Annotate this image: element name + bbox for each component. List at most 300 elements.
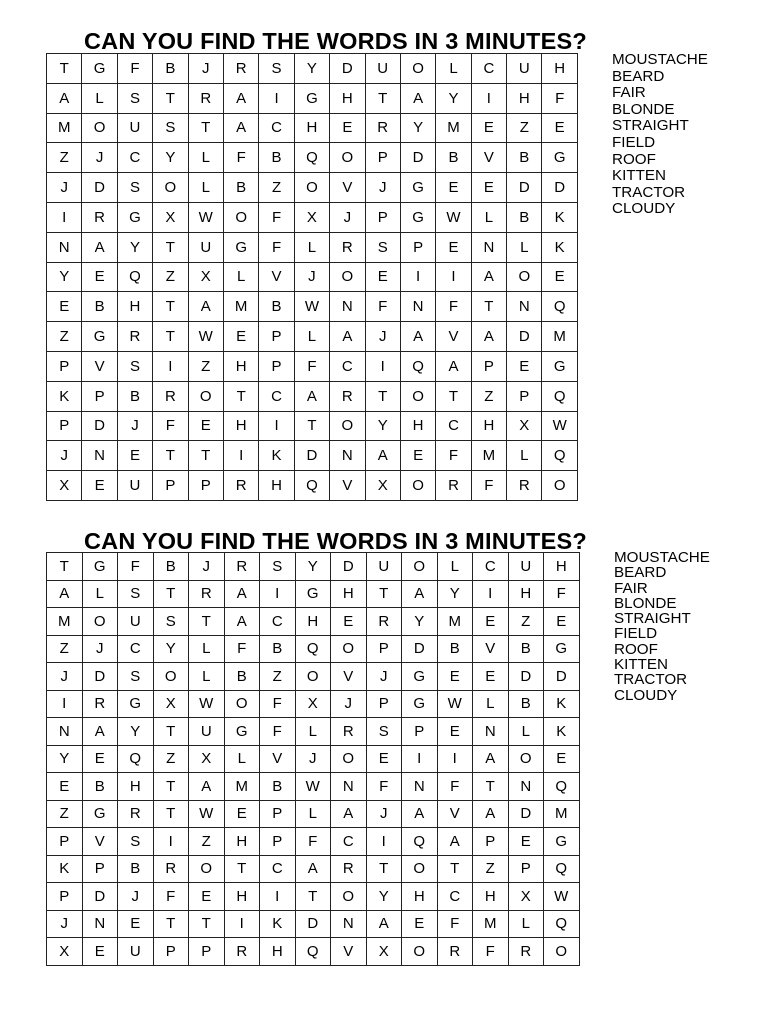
grid-cell: R xyxy=(437,938,473,966)
grid-cell: A xyxy=(189,773,225,801)
grid-cell: W xyxy=(188,202,223,232)
grid-cell: O xyxy=(82,113,117,143)
grid-cell: F xyxy=(473,938,509,966)
grid-cell: G xyxy=(82,54,117,84)
grid-cell: C xyxy=(330,351,365,381)
grid-cell: P xyxy=(366,690,402,718)
grid-cell: Y xyxy=(153,143,188,173)
grid-cell: I xyxy=(223,441,258,471)
grid-cell: L xyxy=(508,910,544,938)
grid-cell: B xyxy=(153,54,188,84)
grid-cell: S xyxy=(118,663,154,691)
grid-cell: Q xyxy=(294,143,329,173)
grid-cell: I xyxy=(259,411,294,441)
grid-cell: J xyxy=(189,553,225,581)
grid-cell: A xyxy=(331,800,367,828)
grid-cell: Z xyxy=(189,828,225,856)
grid-cell: O xyxy=(223,202,258,232)
grid-cell: T xyxy=(153,441,188,471)
grid-cell: J xyxy=(47,663,83,691)
grid-cell: O xyxy=(330,143,365,173)
grid-row xyxy=(47,143,578,173)
grid-cell: E xyxy=(400,441,435,471)
word-list-item: ROOF xyxy=(614,640,658,658)
grid-cell: J xyxy=(82,143,117,173)
grid-cell: L xyxy=(294,232,329,262)
grid-cell: W xyxy=(436,202,471,232)
word-list-item: TRACTOR xyxy=(612,183,686,201)
grid-cell: K xyxy=(542,202,577,232)
grid-cell: A xyxy=(223,113,258,143)
grid-cell: A xyxy=(82,718,118,746)
grid-cell: Q xyxy=(542,292,577,322)
grid-cell: P xyxy=(260,828,296,856)
grid-cell: Z xyxy=(507,113,542,143)
grid-cell: P xyxy=(400,232,435,262)
grid-cell: C xyxy=(436,411,471,441)
grid-cell: S xyxy=(259,54,294,84)
grid-cell: C xyxy=(259,381,294,411)
grid-cell: W xyxy=(295,773,331,801)
grid-cell: Q xyxy=(294,471,329,501)
grid-cell: J xyxy=(331,690,367,718)
grid-cell: L xyxy=(295,718,331,746)
grid-cell: L xyxy=(294,322,329,352)
grid-cell: I xyxy=(47,202,82,232)
grid-cell: D xyxy=(508,663,544,691)
grid-cell: O xyxy=(402,553,438,581)
grid-cell: R xyxy=(82,690,118,718)
grid-row xyxy=(47,745,580,773)
grid-cell: Z xyxy=(153,262,188,292)
grid-cell: P xyxy=(188,471,223,501)
grid-cell: O xyxy=(331,745,367,773)
grid-cell: Y xyxy=(153,635,189,663)
grid-cell: J xyxy=(366,800,402,828)
word-list-item: BEARD xyxy=(614,564,667,582)
grid-cell: R xyxy=(223,471,258,501)
word-list-item: TRACTOR xyxy=(614,671,688,689)
grid-cell: Y xyxy=(294,54,329,84)
grid-row xyxy=(47,800,580,828)
grid-cell: R xyxy=(224,938,260,966)
grid-cell: P xyxy=(259,351,294,381)
grid-cell: M xyxy=(436,113,471,143)
grid-cell: S xyxy=(365,232,400,262)
word-list-item: BLONDE xyxy=(612,100,675,118)
grid-cell: A xyxy=(365,441,400,471)
grid-cell: Z xyxy=(188,351,223,381)
grid-cell: A xyxy=(471,262,506,292)
grid-cell: C xyxy=(437,883,473,911)
grid-row xyxy=(47,635,580,663)
puzzle-title: CAN YOU FIND THE WORDS IN 3 MINUTES? xyxy=(84,28,587,54)
grid-cell: N xyxy=(507,292,542,322)
grid-cell: T xyxy=(471,292,506,322)
grid-cell: P xyxy=(259,322,294,352)
grid-cell: C xyxy=(117,143,152,173)
grid-cell: Y xyxy=(437,580,473,608)
grid-cell: R xyxy=(366,608,402,636)
grid-cell: O xyxy=(400,381,435,411)
grid-cell: S xyxy=(153,608,189,636)
grid-cell: H xyxy=(260,938,296,966)
grid-row xyxy=(47,173,578,203)
grid-cell: X xyxy=(188,262,223,292)
grid-cell: D xyxy=(507,322,542,352)
grid-cell: T xyxy=(153,773,189,801)
grid-row xyxy=(47,663,580,691)
grid-cell: V xyxy=(330,471,365,501)
grid-cell: D xyxy=(330,54,365,84)
grid-cell: Q xyxy=(295,635,331,663)
grid-cell: R xyxy=(330,381,365,411)
grid-cell: K xyxy=(47,855,83,883)
word-list xyxy=(614,550,710,703)
grid-cell: T xyxy=(188,113,223,143)
grid-cell: B xyxy=(153,553,189,581)
grid-cell: A xyxy=(473,745,509,773)
grid-cell: U xyxy=(188,232,223,262)
grid-cell: I xyxy=(260,883,296,911)
grid-cell: M xyxy=(223,292,258,322)
word-list-item: CLOUDY xyxy=(612,200,676,218)
grid-cell: C xyxy=(118,635,154,663)
grid-cell: W xyxy=(189,800,225,828)
grid-cell: G xyxy=(544,635,580,663)
grid-cell: N xyxy=(47,232,82,262)
grid-row xyxy=(47,292,578,322)
grid-cell: N xyxy=(82,910,118,938)
grid-row xyxy=(47,411,578,441)
grid-cell: O xyxy=(330,262,365,292)
word-list-item: FAIR xyxy=(612,84,646,102)
grid-cell: L xyxy=(507,232,542,262)
grid-cell: B xyxy=(259,143,294,173)
grid-cell: R xyxy=(188,83,223,113)
grid-cell: G xyxy=(400,202,435,232)
grid-cell: P xyxy=(507,381,542,411)
grid-cell: X xyxy=(294,202,329,232)
grid-cell: A xyxy=(400,83,435,113)
grid-cell: E xyxy=(331,608,367,636)
grid-cell: R xyxy=(331,855,367,883)
grid-cell: L xyxy=(223,262,258,292)
grid-cell: P xyxy=(366,635,402,663)
grid-cell: V xyxy=(473,635,509,663)
grid-cell: D xyxy=(82,883,118,911)
grid-cell: N xyxy=(471,232,506,262)
grid-cell: U xyxy=(117,471,152,501)
grid-cell: A xyxy=(366,910,402,938)
grid-cell: P xyxy=(47,411,82,441)
grid-cell: G xyxy=(294,83,329,113)
grid-cell: A xyxy=(82,232,117,262)
grid-row xyxy=(47,608,580,636)
grid-cell: N xyxy=(473,718,509,746)
grid-cell: T xyxy=(47,54,82,84)
grid-cell: W xyxy=(188,322,223,352)
grid-cell: T xyxy=(366,855,402,883)
grid-cell: D xyxy=(82,663,118,691)
grid-cell: E xyxy=(223,322,258,352)
grid-row xyxy=(47,351,578,381)
grid-cell: E xyxy=(188,411,223,441)
grid-cell: E xyxy=(402,910,438,938)
grid-cell: J xyxy=(82,635,118,663)
grid-cell: I xyxy=(365,351,400,381)
grid-cell: S xyxy=(153,113,188,143)
word-list-item: MOUSTACHE xyxy=(614,549,710,566)
grid-cell: Z xyxy=(473,855,509,883)
grid-cell: N xyxy=(47,718,83,746)
grid-cell: B xyxy=(259,292,294,322)
grid-cell: A xyxy=(400,322,435,352)
grid-cell: Y xyxy=(118,718,154,746)
grid-cell: E xyxy=(471,173,506,203)
grid-cell: Z xyxy=(47,322,82,352)
grid-row xyxy=(47,718,580,746)
grid-cell: T xyxy=(473,773,509,801)
grid-cell: B xyxy=(508,690,544,718)
grid-cell: A xyxy=(47,580,83,608)
grid-cell: P xyxy=(471,351,506,381)
grid-cell: Y xyxy=(295,553,331,581)
grid-cell: E xyxy=(542,262,577,292)
grid-cell: E xyxy=(366,745,402,773)
word-list-item: ROOF xyxy=(612,150,656,168)
grid-cell: I xyxy=(471,83,506,113)
grid-cell: Y xyxy=(400,113,435,143)
grid-cell: S xyxy=(260,553,296,581)
grid-cell: E xyxy=(82,938,118,966)
grid-cell: G xyxy=(400,173,435,203)
grid-cell: Q xyxy=(295,938,331,966)
grid-cell: X xyxy=(507,411,542,441)
grid-cell: U xyxy=(117,113,152,143)
grid-cell: I xyxy=(224,910,260,938)
grid-cell: F xyxy=(260,690,296,718)
grid-cell: K xyxy=(259,441,294,471)
grid-cell: F xyxy=(437,773,473,801)
grid-cell: R xyxy=(507,471,542,501)
grid-cell: F xyxy=(223,143,258,173)
grid-row xyxy=(47,232,578,262)
grid-cell: B xyxy=(224,663,260,691)
grid-cell: S xyxy=(117,351,152,381)
grid-cell: B xyxy=(82,773,118,801)
grid-cell: F xyxy=(259,202,294,232)
grid-cell: E xyxy=(508,828,544,856)
grid-cell: P xyxy=(47,883,83,911)
grid-cell: V xyxy=(82,351,117,381)
grid-row xyxy=(47,262,578,292)
grid-cell: N xyxy=(402,773,438,801)
grid-row xyxy=(47,855,580,883)
grid-cell: I xyxy=(259,83,294,113)
grid-cell: D xyxy=(402,635,438,663)
grid-cell: K xyxy=(47,381,82,411)
grid-cell: U xyxy=(118,938,154,966)
grid-cell: T xyxy=(153,83,188,113)
grid-cell: W xyxy=(294,292,329,322)
grid-cell: D xyxy=(82,411,117,441)
word-list-item: FIELD xyxy=(614,625,658,643)
grid-cell: P xyxy=(508,855,544,883)
grid-cell: Z xyxy=(471,381,506,411)
grid-cell: B xyxy=(507,202,542,232)
grid-cell: G xyxy=(402,663,438,691)
grid-cell: H xyxy=(223,351,258,381)
grid-cell: L xyxy=(471,202,506,232)
grid-cell: Q xyxy=(542,441,577,471)
grid-cell: V xyxy=(331,663,367,691)
grid-cell: D xyxy=(508,800,544,828)
grid-cell: H xyxy=(507,83,542,113)
grid-cell: R xyxy=(224,553,260,581)
letter-grid xyxy=(46,552,580,966)
grid-cell: E xyxy=(473,608,509,636)
grid-cell: P xyxy=(153,471,188,501)
grid-cell: A xyxy=(330,322,365,352)
grid-cell: F xyxy=(224,635,260,663)
grid-cell: N xyxy=(331,910,367,938)
grid-cell: O xyxy=(295,663,331,691)
grid-cell: X xyxy=(47,938,83,966)
grid-cell: I xyxy=(260,580,296,608)
grid-cell: L xyxy=(473,690,509,718)
grid-cell: W xyxy=(544,883,580,911)
grid-cell: O xyxy=(507,262,542,292)
grid-cell: E xyxy=(118,910,154,938)
grid-row xyxy=(47,580,580,608)
grid-cell: F xyxy=(294,351,329,381)
grid-cell: L xyxy=(189,635,225,663)
grid-cell: E xyxy=(82,471,117,501)
grid-cell: R xyxy=(330,232,365,262)
grid-cell: J xyxy=(117,411,152,441)
grid-cell: T xyxy=(153,232,188,262)
grid-cell: U xyxy=(508,553,544,581)
grid-cell: O xyxy=(544,938,580,966)
grid-cell: J xyxy=(294,262,329,292)
grid-cell: Q xyxy=(544,910,580,938)
grid-cell: G xyxy=(295,580,331,608)
grid-cell: I xyxy=(437,745,473,773)
grid-cell: T xyxy=(153,718,189,746)
grid-cell: U xyxy=(507,54,542,84)
grid-cell: T xyxy=(47,553,83,581)
grid-cell: O xyxy=(82,608,118,636)
grid-cell: B xyxy=(436,143,471,173)
grid-cell: E xyxy=(224,800,260,828)
word-list-item: KITTEN xyxy=(614,656,669,674)
grid-cell: B xyxy=(437,635,473,663)
grid-cell: O xyxy=(331,883,367,911)
grid-cell: V xyxy=(82,828,118,856)
grid-cell: T xyxy=(188,441,223,471)
grid-cell: X xyxy=(153,690,189,718)
grid-cell: F xyxy=(365,292,400,322)
grid-cell: L xyxy=(188,173,223,203)
grid-cell: S xyxy=(118,580,154,608)
grid-cell: B xyxy=(117,381,152,411)
grid-cell: Q xyxy=(402,828,438,856)
grid-cell: G xyxy=(544,828,580,856)
grid-cell: A xyxy=(436,351,471,381)
grid-cell: P xyxy=(82,855,118,883)
grid-cell: N xyxy=(331,773,367,801)
grid-cell: F xyxy=(118,553,154,581)
grid-cell: O xyxy=(402,855,438,883)
grid-row xyxy=(47,690,580,718)
grid-cell: T xyxy=(366,580,402,608)
grid-cell: E xyxy=(437,663,473,691)
grid-cell: F xyxy=(437,910,473,938)
grid-cell: O xyxy=(400,54,435,84)
grid-cell: K xyxy=(542,232,577,262)
grid-cell: A xyxy=(437,828,473,856)
word-list-item: KITTEN xyxy=(612,167,667,185)
grid-cell: L xyxy=(507,441,542,471)
grid-cell: K xyxy=(544,718,580,746)
grid-cell: H xyxy=(295,608,331,636)
grid-cell: O xyxy=(402,938,438,966)
grid-cell: A xyxy=(224,608,260,636)
grid-cell: H xyxy=(259,471,294,501)
grid-cell: J xyxy=(118,883,154,911)
grid-cell: A xyxy=(471,322,506,352)
grid-cell: E xyxy=(189,883,225,911)
grid-cell: A xyxy=(188,292,223,322)
grid-cell: B xyxy=(260,773,296,801)
grid-cell: B xyxy=(508,635,544,663)
grid-cell: E xyxy=(82,262,117,292)
grid-cell: O xyxy=(224,690,260,718)
grid-cell: D xyxy=(507,173,542,203)
grid-cell: P xyxy=(402,718,438,746)
grid-cell: M xyxy=(542,322,577,352)
grid-cell: P xyxy=(47,828,83,856)
grid-row xyxy=(47,322,578,352)
grid-cell: J xyxy=(295,745,331,773)
grid-cell: A xyxy=(295,855,331,883)
grid-cell: F xyxy=(436,292,471,322)
grid-cell: I xyxy=(153,351,188,381)
grid-cell: P xyxy=(47,351,82,381)
grid-cell: J xyxy=(330,202,365,232)
grid-cell: H xyxy=(330,83,365,113)
grid-cell: N xyxy=(508,773,544,801)
grid-cell: F xyxy=(295,828,331,856)
grid-cell: M xyxy=(47,113,82,143)
grid-cell: T xyxy=(224,855,260,883)
grid-cell: L xyxy=(82,580,118,608)
word-list-item: STRAIGHT xyxy=(612,117,689,135)
grid-cell: M xyxy=(47,608,83,636)
grid-cell: F xyxy=(260,718,296,746)
grid-row xyxy=(47,471,578,501)
grid-cell: O xyxy=(508,745,544,773)
grid-cell: T xyxy=(294,411,329,441)
grid-cell: G xyxy=(82,553,118,581)
grid-cell: X xyxy=(508,883,544,911)
grid-cell: E xyxy=(47,292,82,322)
grid-cell: I xyxy=(402,745,438,773)
grid-cell: E xyxy=(437,718,473,746)
grid-cell: H xyxy=(471,411,506,441)
grid-cell: X xyxy=(189,745,225,773)
